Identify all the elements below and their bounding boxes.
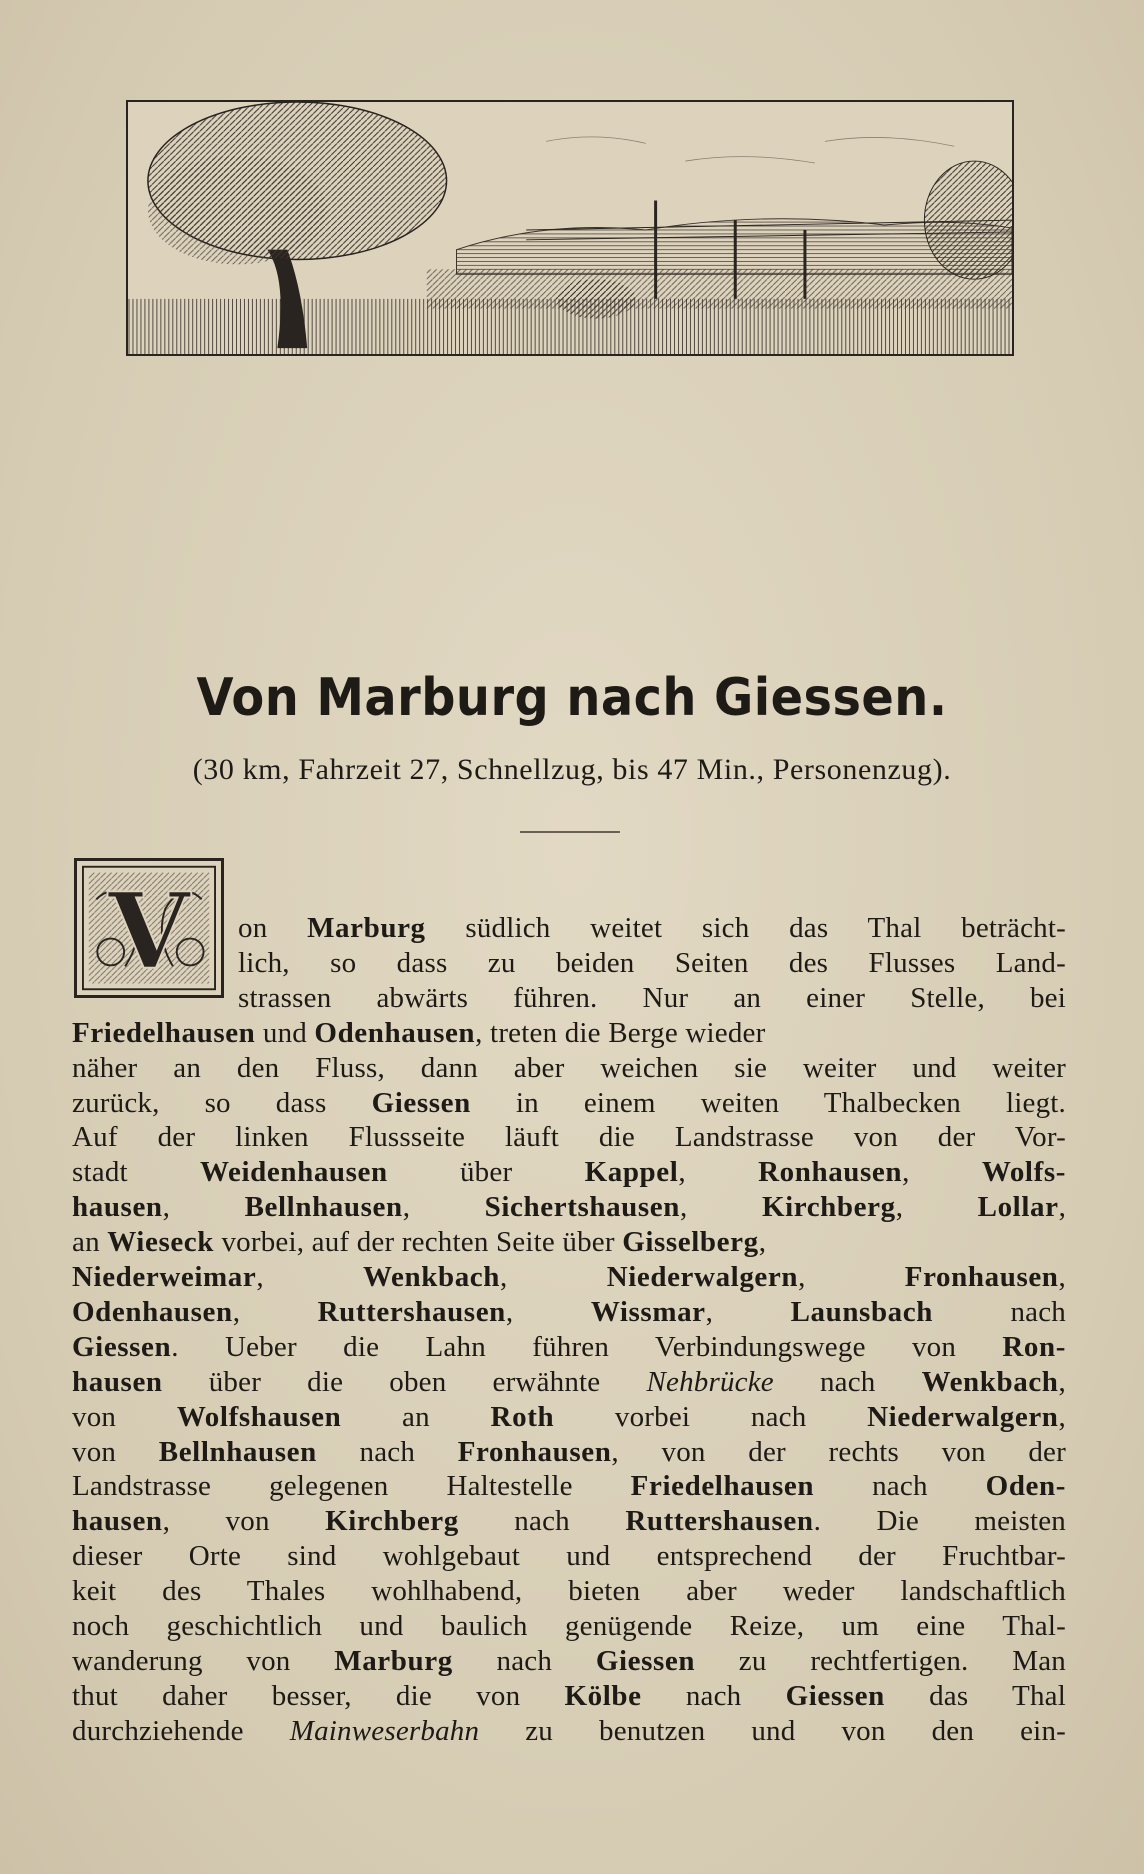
text-run: . Ueber die Lahn führen Verbindungswege von (171, 1331, 1003, 1363)
place-name: Ruttershausen (625, 1505, 814, 1537)
body-line (72, 1470, 1066, 1503)
text-run: thut daher besser, die von (72, 1680, 565, 1712)
place-name: Launsbach (790, 1296, 933, 1328)
divider-rule (520, 831, 620, 833)
text-run: südlich weitet sich das Thal beträcht- (425, 912, 1066, 944)
place-name: hausen (72, 1366, 163, 1398)
text-run: , (678, 1156, 759, 1188)
text-run: , (758, 1226, 767, 1258)
text-run: nach (316, 1436, 458, 1468)
text-run: , (162, 1191, 245, 1223)
body-line (72, 1087, 1066, 1120)
emphasis-text: Nehbrücke (646, 1366, 774, 1398)
place-name: Giessen (72, 1331, 172, 1363)
body-line (72, 1121, 1066, 1154)
text-run: , (798, 1261, 905, 1293)
place-name: Wolfshausen (176, 1401, 342, 1433)
place-name: Ronhausen (758, 1156, 903, 1188)
place-name: Wenkbach (921, 1366, 1059, 1398)
text-run: nach (773, 1366, 922, 1398)
body-line (238, 947, 1066, 980)
place-name: Marburg (307, 912, 426, 944)
place-name: Bellnhausen (158, 1436, 317, 1468)
place-name: Wenkbach (363, 1261, 500, 1293)
place-name: Bellnhausen (244, 1191, 403, 1223)
text-run: noch geschichtlich und baulich genügende Reize, um eine Thal- (72, 1610, 1066, 1642)
place-name: hausen (72, 1191, 163, 1223)
text-run: nach (452, 1645, 596, 1677)
body-line (72, 1645, 1066, 1678)
text-run: dieser Orte sind wohlgebaut und entsprechend der Fruchtbar- (72, 1540, 1066, 1572)
place-name: Wissmar (590, 1296, 706, 1328)
decorative-initial (74, 858, 224, 998)
place-name: Kölbe (564, 1680, 642, 1712)
text-run: Landstrasse gelegenen Haltestelle (72, 1470, 631, 1502)
place-name: Weidenhausen (200, 1156, 388, 1188)
body-line (72, 1401, 1066, 1434)
place-name: Roth (490, 1401, 555, 1433)
text-run: das Thal (884, 1680, 1066, 1712)
initial-v-ornament (77, 861, 221, 995)
text-run: durchziehende (72, 1715, 290, 1747)
text-run: und (255, 1017, 315, 1049)
emphasis-text: Mainweserbahn (289, 1715, 480, 1747)
text-run: , (1058, 1366, 1066, 1398)
place-name: Giessen (785, 1680, 885, 1712)
body-line (72, 1366, 1066, 1399)
text-run: vorbei nach (554, 1401, 868, 1433)
place-name: Friedelhausen (630, 1470, 815, 1502)
place-name: Gisselberg (622, 1226, 759, 1258)
text-run: , (1058, 1191, 1067, 1223)
body-line (72, 1226, 1066, 1259)
text-run: strassen abwärts führen. Nur an einer Stelle, bei (238, 982, 1066, 1014)
place-name: Fronhausen (904, 1261, 1059, 1293)
place-name: Marburg (334, 1645, 453, 1677)
body-line (72, 1715, 1066, 1748)
body-line (72, 1052, 1066, 1085)
text-run: , von der rechts von der (611, 1436, 1066, 1468)
text-run: näher an den Fluss, dann aber weichen sie weiter und weiter (72, 1052, 1066, 1084)
text-run: , (895, 1191, 978, 1223)
text-run: von (72, 1401, 177, 1433)
body-line (72, 1575, 1066, 1608)
text-run: wanderung von (72, 1645, 335, 1677)
body-line (72, 1610, 1066, 1643)
landscape-engraving (128, 102, 1012, 354)
body-line (72, 1261, 1066, 1294)
text-run: , (705, 1296, 791, 1328)
text-run: nach (458, 1505, 626, 1537)
chapter-subtitle: (30 km, Fahrzeit 27, Schnellzug, bis 47 Min., Personenzug). (192, 753, 952, 786)
text-run: on (238, 912, 308, 944)
text-run: , (1058, 1401, 1066, 1433)
body-line (72, 1540, 1066, 1573)
place-name: Kirchberg (325, 1505, 459, 1537)
place-name: Giessen (595, 1645, 696, 1677)
place-name: Lollar (977, 1191, 1059, 1223)
body-line (72, 1191, 1066, 1224)
place-name: Giessen (371, 1087, 471, 1119)
text-run: , (680, 1191, 762, 1223)
text-run: an (341, 1401, 491, 1433)
text-run: , (1058, 1261, 1066, 1293)
place-name: Ruttershausen (317, 1296, 506, 1328)
text-run: , von (162, 1505, 326, 1537)
text-run: lich, so dass zu beiden Seiten des Flusses Land- (238, 947, 1066, 979)
text-run: zu benutzen und von den ein- (479, 1715, 1066, 1747)
text-run: , (402, 1191, 485, 1223)
text-run: nach (814, 1470, 986, 1502)
place-name: Odenhausen (314, 1017, 476, 1049)
initial-letter: V (108, 869, 190, 994)
text-run: Auf der linken Flussseite läuft die Landstrasse von der Vor- (72, 1121, 1066, 1153)
place-name: Friedelhausen (72, 1017, 256, 1049)
place-name: Sichertshausen (484, 1191, 680, 1223)
text-run: nach (641, 1680, 786, 1712)
text-run: an (72, 1226, 108, 1258)
place-name: Oden- (985, 1470, 1066, 1502)
place-name: Niederweimar (72, 1261, 257, 1293)
text-run: nach (932, 1296, 1066, 1328)
text-run: , treten die Berge wieder (475, 1017, 766, 1049)
place-name: Niederwalgern (606, 1261, 799, 1293)
text-run: vorbei, auf der rechten Seite über (214, 1226, 623, 1258)
text-run: zu rechtfertigen. Man (695, 1645, 1066, 1677)
text-run: von (72, 1436, 159, 1468)
body-line (238, 912, 1066, 945)
body-line (72, 1156, 1066, 1189)
place-name: Fronhausen (457, 1436, 612, 1468)
place-name: Niederwalgern (867, 1401, 1059, 1433)
text-run: stadt (72, 1156, 201, 1188)
text-run: über die oben erwähnte (162, 1366, 647, 1398)
body-line (72, 1017, 1066, 1050)
text-run: über (387, 1156, 585, 1188)
body-line (72, 1436, 1066, 1469)
place-name: Kappel (584, 1156, 679, 1188)
body-line (238, 982, 1066, 1015)
body-line (72, 1296, 1066, 1329)
place-name: Kirchberg (761, 1191, 896, 1223)
text-run: , (902, 1156, 982, 1188)
chapter-title: Von Marburg nach Giessen. (196, 668, 948, 728)
text-run: , (500, 1261, 607, 1293)
text-run: , (505, 1296, 591, 1328)
text-run: in einem weiten Thalbecken liegt. (470, 1087, 1066, 1119)
text-run: keit des Thales wohlhabend, bieten aber weder landschaftlich (72, 1575, 1066, 1607)
landscape-illustration (126, 100, 1014, 356)
body-line (72, 1505, 1066, 1538)
place-name: Odenhausen (72, 1296, 233, 1328)
place-name: Wolfs- (981, 1156, 1066, 1188)
text-run: , (232, 1296, 318, 1328)
body-line (72, 1331, 1066, 1364)
text-run: . Die meisten (813, 1505, 1067, 1537)
text-run: zurück, so dass (72, 1087, 372, 1119)
body-line (72, 1680, 1066, 1713)
place-name: Ron- (1002, 1331, 1066, 1363)
place-name: Wieseck (107, 1226, 214, 1258)
place-name: hausen (72, 1505, 163, 1537)
text-run: , (256, 1261, 364, 1293)
